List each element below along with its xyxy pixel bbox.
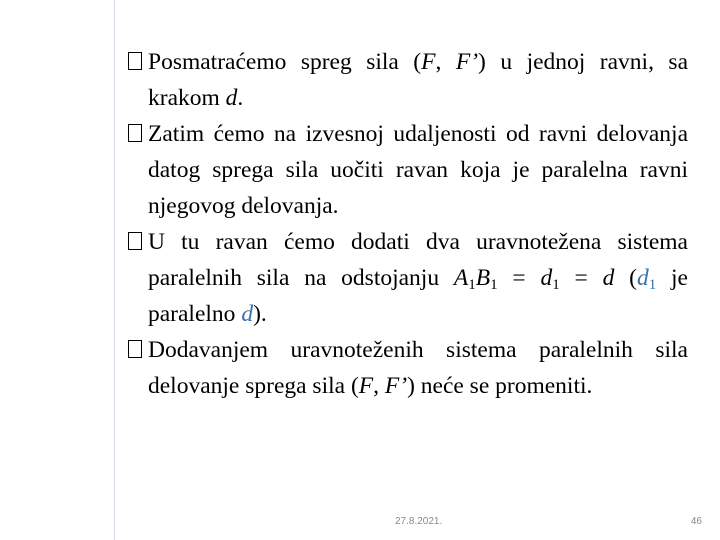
subscript-1-blue: 1 (648, 277, 657, 293)
force-f: F (421, 49, 436, 75)
point-b: B (475, 265, 491, 291)
left-divider-line (114, 0, 115, 540)
footer-date: 27.8.2021. (395, 516, 443, 527)
bullet-3-text-a: U tu ravan ćemo dodati dva uravnotežena sistema paralelnih sila na odstojanju (148, 229, 688, 291)
bullet-box-icon (128, 116, 146, 152)
bullet-3-text-mid: je paralelno (148, 265, 688, 327)
bullet-3 (128, 224, 688, 332)
force-f-prime: F’ (384, 373, 408, 399)
bullet-4-text-e: ) neće se promeniti. (407, 373, 593, 399)
bullet-box-icon (128, 224, 146, 260)
slide-content (128, 44, 688, 404)
bullet-2 (128, 116, 688, 224)
force-f-prime: F’ (455, 49, 479, 75)
d1-symbol-blue: d (636, 265, 649, 291)
arm-d: d (225, 85, 238, 111)
page-number: 46 (690, 516, 702, 527)
bullet-4-text-c: , (373, 373, 385, 399)
bullet-3-end: ). (253, 301, 267, 327)
bullet-4 (128, 332, 688, 404)
subscript-1: 1 (468, 277, 476, 293)
bullet-1-text-a: Posmatraćemo spreg sila ( (148, 49, 422, 75)
d-symbol: d (602, 265, 615, 291)
bullet-1-period: . (237, 85, 244, 111)
bullet-box-icon (128, 332, 146, 368)
d1-symbol: d (540, 265, 553, 291)
bullet-1 (128, 44, 688, 116)
point-a: A (453, 265, 469, 291)
bullet-box-icon (128, 44, 146, 80)
subscript-1: 1 (552, 277, 560, 293)
bullet-1-text-c: , (435, 49, 456, 75)
paren-open: ( (614, 265, 637, 291)
equals-sign: = (559, 265, 603, 291)
equals-sign: = (497, 265, 541, 291)
bullet-1-text-e: ) u jednoj ravni, sa krakom (148, 49, 688, 111)
force-f: F (358, 373, 374, 399)
subscript-1: 1 (490, 277, 498, 293)
bullet-2-text: Zatim ćemo na izvesnoj udaljenosti od ravni delovanja datog sprega sila uočiti ravan koja je paralelna ravni njegovog delovanja. (148, 121, 688, 219)
d-symbol-blue: d (241, 301, 254, 327)
bullet-4-text-a: Dodavanjem uravnoteženih sistema paralelnih sila delovanje sprega sila ( (148, 337, 688, 399)
